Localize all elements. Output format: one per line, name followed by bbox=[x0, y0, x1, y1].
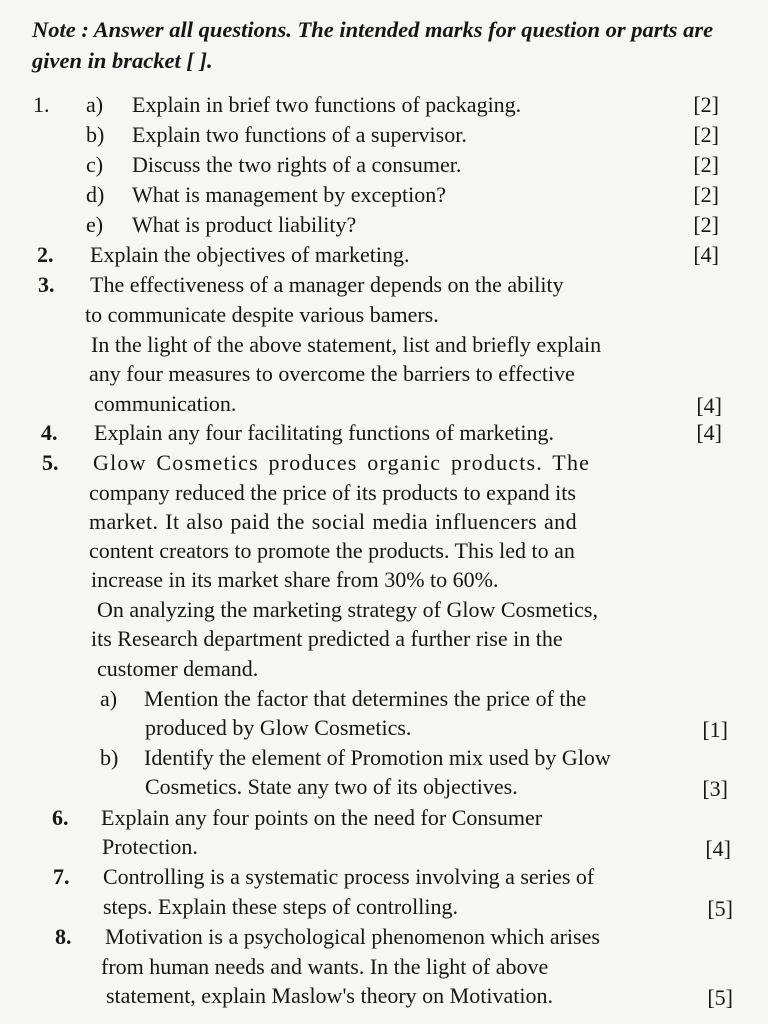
part-label: c) bbox=[86, 152, 104, 177]
marks-label: [2] bbox=[693, 212, 719, 237]
part-label: b) bbox=[100, 745, 119, 770]
question-text-line: steps. Explain these steps of controlling. bbox=[103, 894, 458, 919]
question-text-line: its Research department predicted a further rise in the bbox=[91, 626, 563, 651]
question-text-line: to communicate despite various bamers. bbox=[85, 302, 439, 327]
marks-label: [2] bbox=[693, 122, 719, 147]
question-text-line: any four measures to overcome the barriers to effective bbox=[89, 361, 575, 386]
question-text: Discuss the two rights of a consumer. bbox=[132, 152, 462, 177]
cut-off-header-text bbox=[0, 0, 768, 6]
question-number: 8. bbox=[55, 924, 72, 949]
part-label: e) bbox=[86, 212, 104, 237]
marks-label: [2] bbox=[693, 92, 719, 117]
question-number: 2. bbox=[37, 242, 54, 267]
question-number: 4. bbox=[41, 420, 58, 445]
question-text-line: company reduced the price of its products to expand its bbox=[89, 480, 576, 505]
question-number: 6. bbox=[52, 805, 69, 830]
question-text: Explain any four facilitating functions of marketing. bbox=[94, 420, 555, 445]
question-text-line: from human needs and wants. In the light of above bbox=[101, 954, 549, 979]
marks-label: [1] bbox=[702, 717, 728, 742]
question-text-line: Cosmetics. State any two of its objectives. bbox=[145, 774, 518, 799]
marks-label: [2] bbox=[693, 182, 719, 207]
part-label: b) bbox=[86, 122, 105, 147]
marks-label: [5] bbox=[707, 985, 733, 1010]
question-text-line: Motivation is a psychological phenomenon which arises bbox=[105, 924, 600, 949]
question-text-line: Identify the element of Promotion mix used by Glow bbox=[144, 745, 611, 770]
question-number: 7. bbox=[53, 864, 70, 889]
question-text-line: In the light of the above statement, list and briefly explain bbox=[91, 332, 602, 357]
question-number: 5. bbox=[42, 450, 59, 475]
question-text-line: statement, explain Maslow's theory on Motivation. bbox=[106, 983, 553, 1008]
question-text-line: content creators to promote the products. This led to an bbox=[89, 538, 575, 563]
marks-label: [4] bbox=[696, 393, 722, 418]
question-text-line: Mention the factor that determines the price of the bbox=[144, 686, 587, 711]
marks-label: [4] bbox=[705, 836, 731, 861]
question-text-line: increase in its market share from 30% to 60%. bbox=[91, 567, 499, 592]
question-text-line: Protection. bbox=[102, 834, 198, 859]
marks-label: [4] bbox=[696, 420, 722, 445]
question-text: What is management by exception? bbox=[132, 182, 446, 207]
marks-label: [4] bbox=[693, 242, 719, 267]
marks-label: [2] bbox=[693, 152, 719, 177]
question-text-line: market. It also paid the social media influencers and bbox=[89, 509, 577, 534]
question-text-line: Controlling is a systematic process involving a series of bbox=[103, 864, 595, 889]
question-text: Explain in brief two functions of packaging. bbox=[132, 92, 522, 117]
question-text-line: produced by Glow Cosmetics. bbox=[145, 715, 412, 740]
end-of-paper-marks bbox=[366, 1014, 422, 1024]
question-text-line: Explain any four points on the need for Consumer bbox=[101, 805, 543, 830]
question-number: 3. bbox=[38, 272, 55, 297]
part-label: a) bbox=[100, 686, 118, 711]
question-text-line: customer demand. bbox=[97, 656, 259, 681]
question-text: Explain two functions of a supervisor. bbox=[132, 122, 467, 147]
question-text-line: On analyzing the marketing strategy of Glow Cosmetics, bbox=[97, 597, 598, 622]
question-text: Explain the objectives of marketing. bbox=[90, 242, 410, 267]
marks-label: [3] bbox=[702, 776, 728, 801]
part-label: a) bbox=[86, 92, 104, 117]
instructions-note: Note : Answer all questions. The intended marks for question or parts are given in bracket [ ]. bbox=[32, 17, 714, 73]
question-text-line: Glow Cosmetics produces organic products. The bbox=[93, 450, 591, 475]
question-text: What is product liability? bbox=[132, 212, 357, 237]
question-number: 1. bbox=[33, 92, 50, 117]
marks-label: [5] bbox=[707, 896, 733, 921]
question-text-line: communication. bbox=[94, 391, 237, 416]
part-label: d) bbox=[86, 182, 105, 207]
question-text-line: The effectiveness of a manager depends on the ability bbox=[90, 272, 564, 297]
